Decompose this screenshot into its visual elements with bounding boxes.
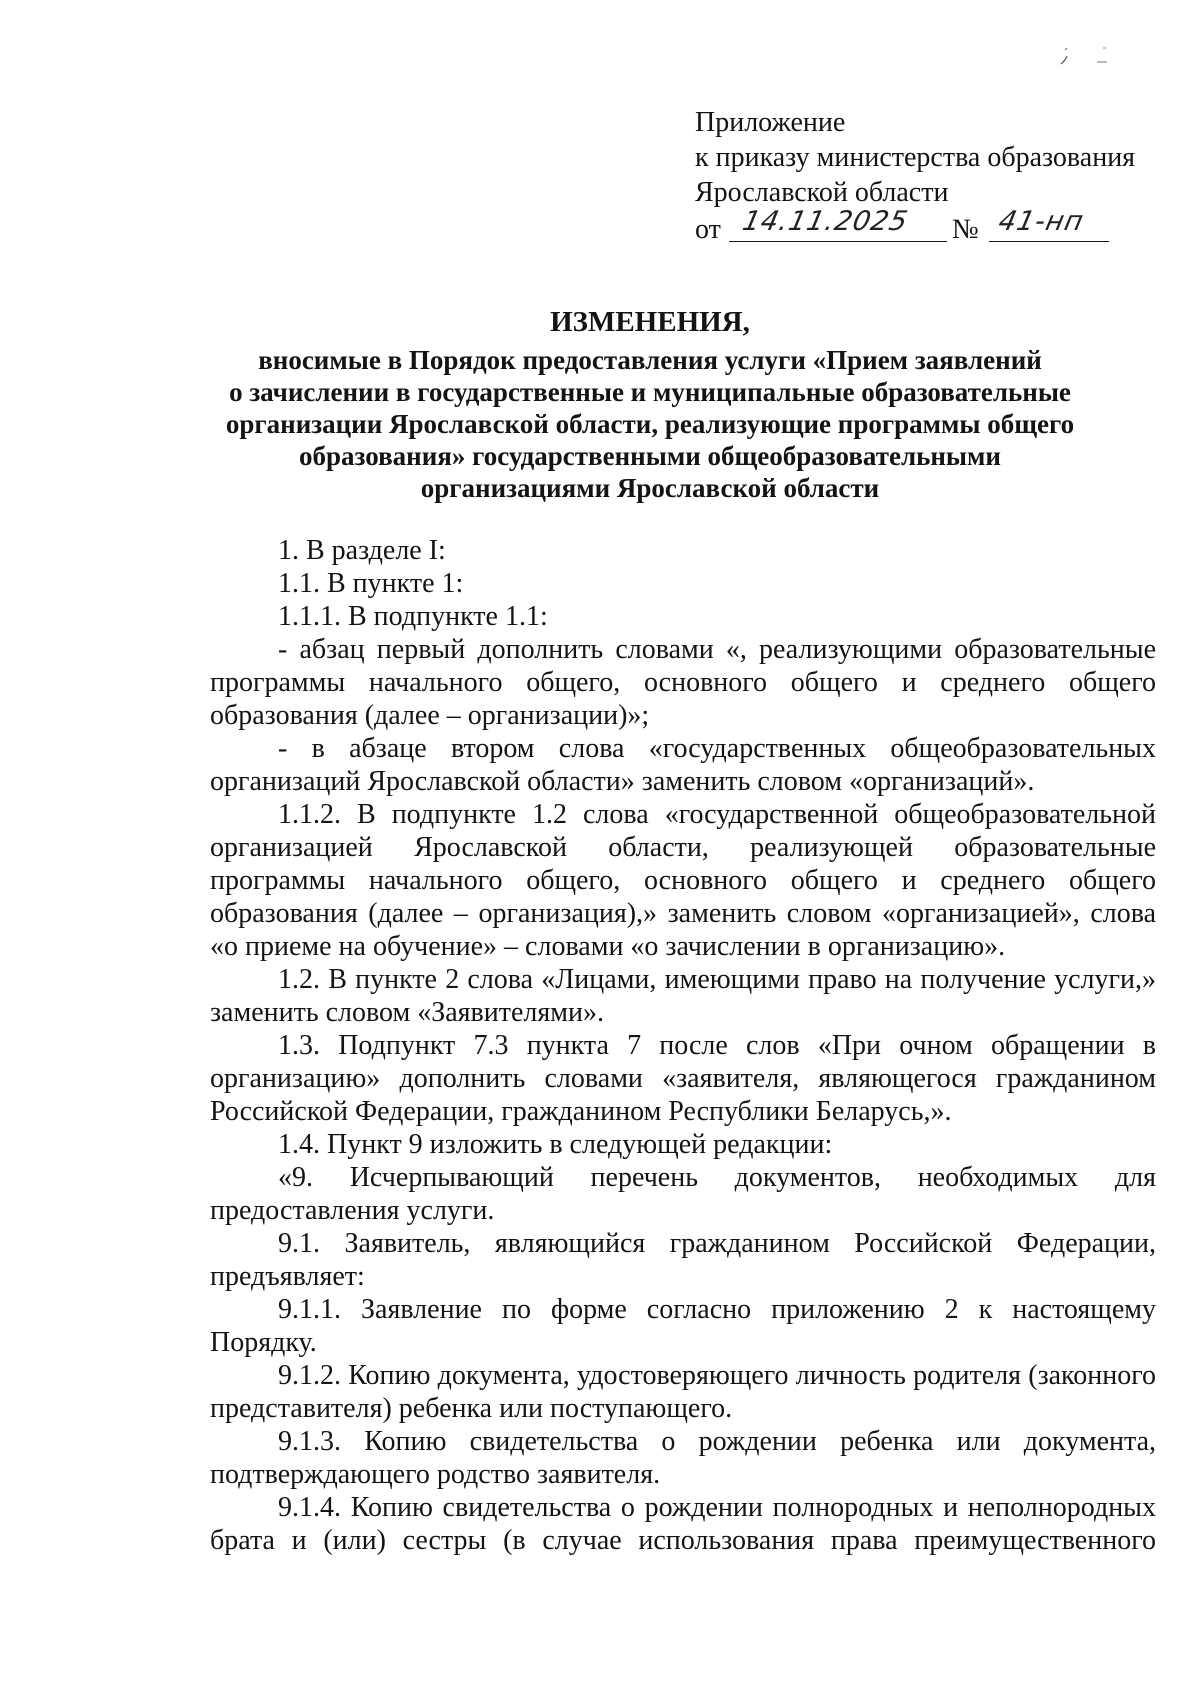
paragraph: 9.1. Заявитель, являющийся гражданином Российской Федерации, предъявляет: xyxy=(210,1228,1156,1292)
region-line: Ярославской области xyxy=(695,177,949,208)
number-underline xyxy=(989,241,1109,242)
appendix-header xyxy=(695,105,1135,250)
paragraph: - в абзаце втором слова «государственных общеобразовательных организаций Ярославской области» заменить словом «организаций». xyxy=(210,733,1156,797)
paragraph: 1.1.2. В подпункте 1.2 слова «государственной общеобразовательной организацией Ярославской области, реализующей образовательные программы начального общего, основного общего и среднего общего образования (далее – организация),» заменить словом «организацией», слова «о приеме на обучение» – словами «о зачислении в организацию». xyxy=(210,799,1156,962)
date-underline xyxy=(729,241,947,242)
paragraph: 9.1.1. Заявление по форме согласно приложению 2 к настоящему Порядку. xyxy=(210,1294,1156,1358)
paragraph: 9.1.4. Копию свидетельства о рождении полнородных и неполнородных брата и (или) сестры (в случае использования права преимущественного xyxy=(210,1492,1156,1556)
paragraph: 1.1. В пункте 1: xyxy=(278,568,464,599)
paragraph: «9. Исчерпывающий перечень документов, необходимых для предоставления услуги. xyxy=(210,1162,1156,1226)
date-handwritten: 14.11.2025 xyxy=(739,206,911,237)
title-line: организации Ярославской области, реализующие программы общего xyxy=(225,409,1075,439)
paragraph: 9.1.3. Копию свидетельства о рождении ребенка или документа, подтверждающего родство заявителя. xyxy=(210,1426,1156,1490)
title-heading: ИЗМЕНЕНИЯ, xyxy=(550,306,750,338)
paragraph: 1.1.1. В подпункте 1.1: xyxy=(278,601,548,632)
paragraph: 1.3. Подпункт 7.3 пункта 7 после слов «При очном обращении в организацию» дополнить словами «заявителя, являющегося гражданином Российской Федерации, гражданином Республики Беларусь,». xyxy=(210,1030,1156,1127)
title-line: организациями Ярославской области xyxy=(420,473,880,503)
paragraph: - абзац первый дополнить словами «, реализующими образовательные программы начального общего, основного общего и среднего общего образования (далее – организации)»; xyxy=(210,634,1156,731)
title-line: образования» государственными общеобразовательными xyxy=(299,441,1001,471)
paragraph: 1.2. В пункте 2 слова «Лицами, имеющими право на получение услуги,» заменить словом «Заявителями». xyxy=(210,964,1156,1028)
date-prefix: от xyxy=(695,214,721,245)
title-line: о зачислении в государственные и муниципальные образовательные xyxy=(229,377,1071,407)
paragraph: 9.1.2. Копию документа, удостоверяющего личность родителя (законного представителя) ребенка или поступающего. xyxy=(210,1360,1156,1424)
document-title xyxy=(150,304,1150,504)
title-line: вносимые в Порядок предоставления услуги «Прием заявлений xyxy=(258,345,1042,375)
scan-marks xyxy=(1055,42,1125,72)
paragraph: 1.4. Пункт 9 изложить в следующей редакции: xyxy=(278,1129,833,1160)
paragraph: 1. В разделе I: xyxy=(278,535,446,566)
number-prefix: № xyxy=(952,214,979,245)
number-handwritten: 41-нп xyxy=(995,206,1087,237)
appendix-label: Приложение xyxy=(695,107,846,138)
order-reference: к приказу министерства образования xyxy=(695,142,1136,173)
date-number-row xyxy=(695,206,1135,250)
document-body xyxy=(210,534,1156,1557)
